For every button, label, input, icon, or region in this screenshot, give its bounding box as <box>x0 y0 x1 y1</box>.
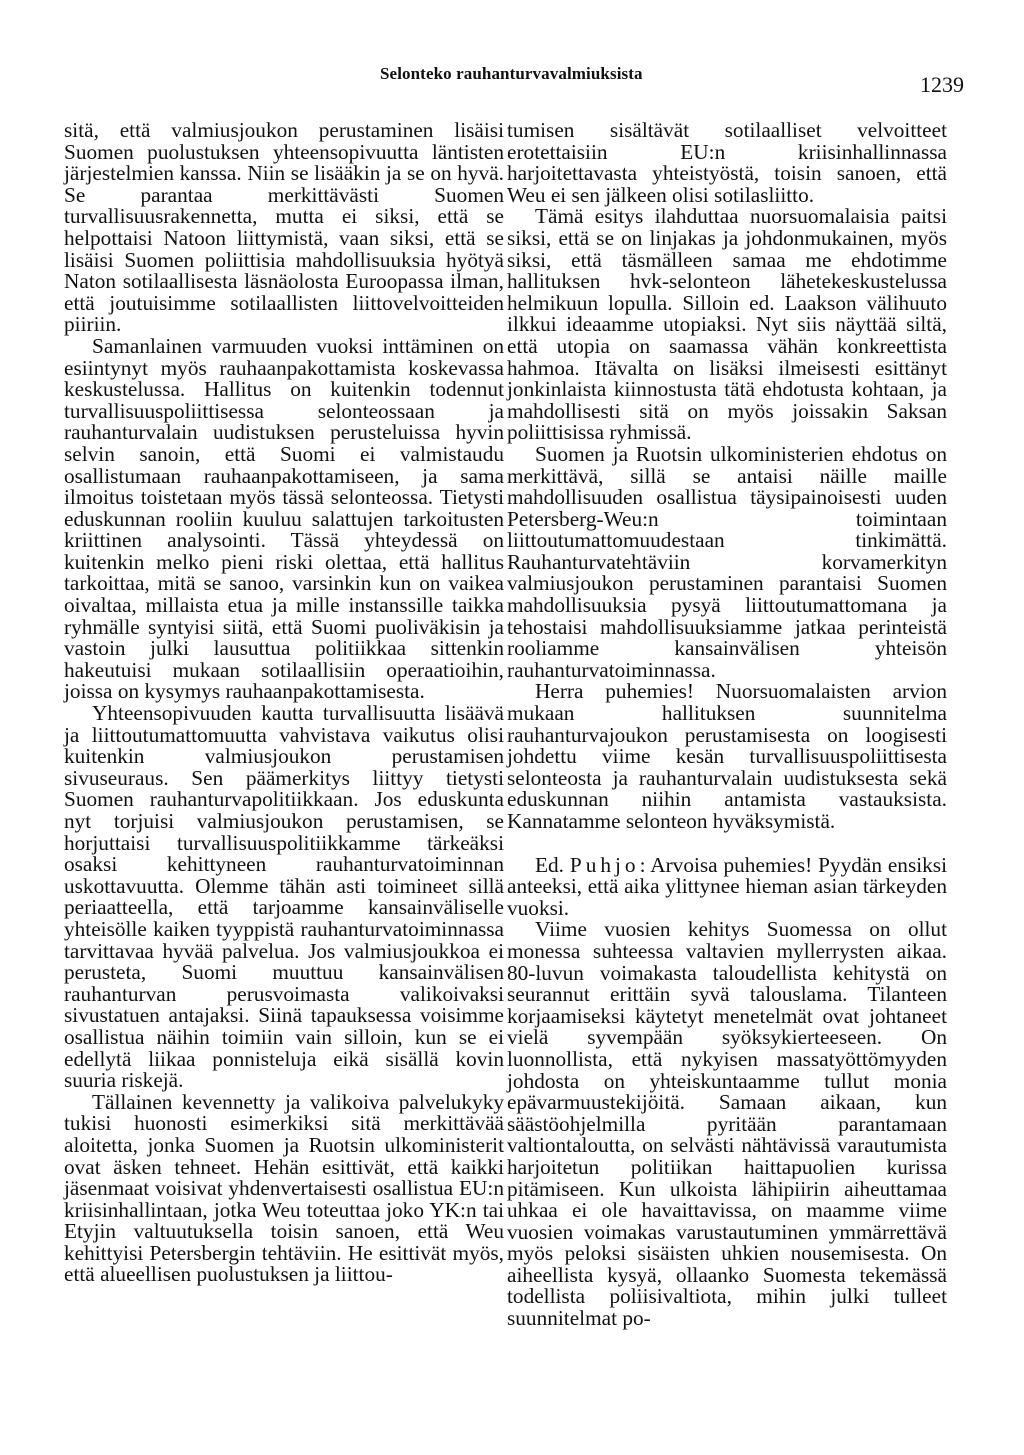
speaker-text: Arvoisa puhemies! Pyydän ensiksi anteeksi, että aika ylittynee hieman asian tärkeyden vuoksi. <box>507 852 947 920</box>
paragraph: Herra puhemies! Nuorsuomalaisten arvion mukaan hallituksen suunnitelma rauhanturvajoukon perustamisesta on loogisesti johdettu viime kesän turvallisuuspoliittisesta selonteosta ja rauhanturvalain uudistuksesta sekä eduskunnan niihin antamista vastauksista. Kannatamme selonteon hyväksymistä. <box>507 679 947 833</box>
paragraph: Tällainen kevennetty ja valikoiva palvelukyky tukisi huonosti esimerkiksi sitä merkittävää aloitetta, jonka Suomen ja Ruotsin ulkoministerit ovat äsken tehneet. Hehän esittivät, että kaikki jäsenmaat voisivat yhdenvertaisesti osallistua EU:n kriisinhallintaan, jotka Weu toteuttaa joko YK:n tai Etyjin valtuutuksella toisin sanoen, että Weu kehittyisi Petersbergin tehtäviin. He esittivät myös, että alueellisen puolustuksen ja liittou- <box>64 1089 504 1287</box>
paragraph: Samanlainen varmuuden vuoksi inttäminen on esiintynyt myös rauhaanpakottamista koskevassa keskustelussa. Hallitus on kuitenkin todennut turvallisuuspoliittisessa selonteossaan ja rauhanturvalain uudistuksen perusteluissa hyvin selvin sanoin, että Suomi ei valmistaudu osallistumaan rauhaanpakottamiseen, ja sama ilmoitus toistetaan myös tässä selonteossa. Tietysti eduskunnan rooliin kuuluu salattujen tarkoitusten kriittinen analysointi. Tässä yhteydessä on kuitenkin melko pieni riski olettaa, että hallitus tarkoittaa, mitä se sanoo, varsinkin kun on vaikea oivaltaa, millaista etua ja mille instanssille taikka ryhmälle syntyisi siitä, että Suomi puoliväkisin ja vastoin julki lausuttua politiikkaa sittenkin hakeutuisi mukaan sotilaallisiin operaatioihin, joissa on kysymys rauhaanpakottamisesta. <box>64 333 504 704</box>
speaker-paragraph <box>507 852 947 920</box>
paragraph: Tämä esitys ilahduttaa nuorsuomalaisia paitsi siksi, että se on linjakas ja johdonmukainen, myös siksi, että täsmälleen samaa me ehdotimme hallituksen hvk-selonteon lähetekeskustelussa helmikuun lopulla. Silloin ed. Laakson välihuuto ilkkui ideaamme utopiaksi. Nyt siis näyttää siltä, että utopia on saamassa vähän konkreettista hahmoa. Itävalta on lisäksi ilmeisesti esittänyt jonkinlaista kiinnostusta tätä ehdotusta kohtaan, ja mahdollisesti sitä on myös joissakin Saksan poliittisissa ryhmissä. <box>507 204 947 445</box>
page-number: 1239 <box>920 72 964 97</box>
speaker-separator: : <box>639 852 651 877</box>
paragraph: Yhteensopivuuden kautta turvallisuutta lisäävä ja liittoutumattomuutta vahvistava vaikutus olisi kuitenkin valmiusjoukon perustamisen sivuseuraus. Sen päämerkitys liittyy tietysti Suomen rauhanturvapolitiikkaan. Jos eduskunta nyt torjuisi valmiusjoukon perustamisen, se horjuttaisi turvallisuuspolitiikkamme tärkeäksi osaksi kehittyneen rauhanturvatoiminnan uskottavuutta. Olemme tähän asti toimineet sillä periaatteella, että tarjoamme kansainväliselle yhteisölle kaiken tyyppistä rauhanturvatoiminnassa tarvittavaa hyvää palvelua. Jos valmiusjoukkoa ei perusteta, Suomi muuttuu kansainvälisen rauhanturvan perusvoimasta valikoivaksi sivustatuen antajaksi. Siinä tapauksessa voisimme osallistua näihin toimiin vain silloin, kun se ei edellytä liikaa ponnisteluja eikä sisällä kovin suuria riskejä. <box>64 701 504 1093</box>
speaker-prefix: Ed. <box>535 852 570 877</box>
paragraph: Viime vuosien kehitys Suomessa on ollut monessa suhteessa valtavien myllerrysten aikaa. 80-luvun voimakasta taloudellista kehitystä on seurannut erittäin syvä talouslama. Tilanteen korjaamiseksi käytetyt menetelmät ovat johtaneet vielä syvempään syöksykierteeseen. On luonnollista, että nykyisen massatyöttömyyden johdosta on yhteiskuntaamme tullut monia epävarmuustekijöitä. Samaan aikaan, kun säästöohjelmilla pyritään parantamaan valtiontaloutta, on selvästi nähtävissä varautumista harjoitetun politiikan haittapuolien kurissa pitämiseen. Kun ulkoista lähipiirin aiheuttamaa uhkaa ei ole havaittavissa, on maamme viime vuosien voimakas varustautuminen ymmärrettävä myös peloksi sisäisten uhkien nousemisesta. On aiheellista kysyä, ollaanko Suomesta tekemässä todellista poliisivaltiota, mihin julki tulleet suunnitelmat po- <box>507 917 947 1331</box>
left-text-column <box>64 120 504 1286</box>
right-text-column <box>507 120 947 1330</box>
running-header-title: Selonteko rauhanturvavalmiuksista <box>380 64 643 83</box>
speaker-name: Puhjo <box>569 852 640 877</box>
paragraph: Suomen ja Ruotsin ulkoministerien ehdotus on merkittävä, sillä se antaisi näille maille mahdollisuuden osallistua täysipainoisesti uuden Petersberg-Weu:n toimintaan liittoutumattomuudestaan tinkimättä. Rauhanturvatehtäviin korvamerkityn valmiusjoukon perustaminen parantaisi Suomen mahdollisuuksia pysyä liittoutumattomana ja tehostaisi mahdollisuuksiamme jatkaa perinteistä rooliamme kansainvälisen yhteisön rauhanturvatoiminnassa. <box>507 441 947 682</box>
paragraph: tumisen sisältävät sotilaalliset velvoitteet erotettaisiin EU:n kriisinhallinnassa harjoitettavasta yhteistyöstä, toisin sanoen, että Weu ei sen jälkeen olisi sotilasliitto. <box>507 118 947 207</box>
paragraph: sitä, että valmiusjoukon perustaminen lisäisi Suomen puolustuksen yhteensopivuutta läntisten järjestelmien kanssa. Niin se lisääkin ja se on hyvä. Se parantaa merkittävästi Suomen turvallisuusrakennetta, mutta ei siksi, että se helpottaisi Natoon liittymistä, vaan siksi, että se lisäisi Suomen poliittisia mahdollisuuksia hyötyä Naton sotilaallisesta läsnäolosta Euroopassa ilman, että joutuisimme sotilaallisten liittovelvoitteiden piiriin. <box>64 118 504 337</box>
